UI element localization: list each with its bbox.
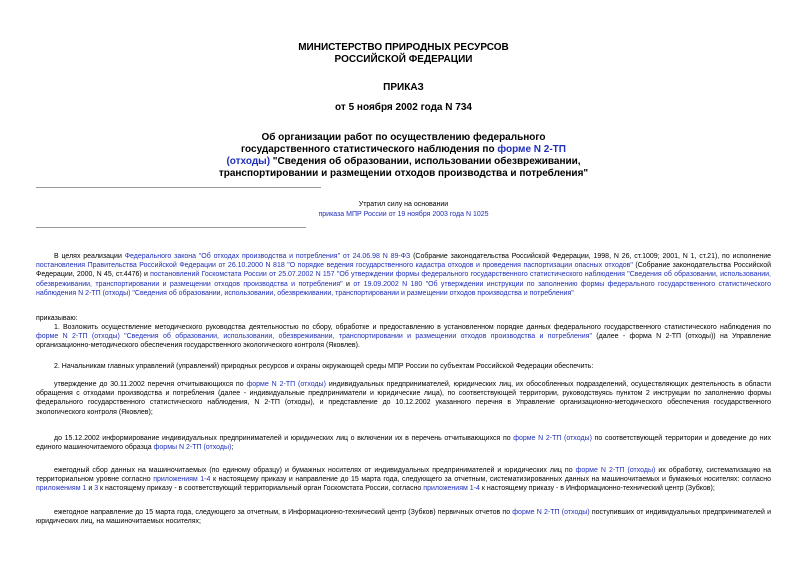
document-title: [0, 132, 807, 180]
order-word: приказываю:: [36, 315, 78, 322]
form-2tp-sample-link[interactable]: формы N 2-ТП (отходы): [153, 444, 232, 452]
lost-force-text: Утратил силу на основании: [358, 201, 449, 208]
divider-top: [36, 187, 321, 188]
form-2tp-link[interactable]: форме N 2-ТП (отходы): [246, 381, 326, 388]
item-2-approval-paragraph: [36, 380, 771, 417]
text: к настоящему приказу - в Информационно-технический центр (Зубков);: [479, 485, 715, 493]
divider-bottom: [36, 227, 306, 228]
text: утверждение до 30.11.2002 перечня отчитывающихся по: [54, 381, 247, 388]
title-line-3: [0, 156, 807, 168]
appendix-1-4-link[interactable]: приложениям 1-4: [423, 485, 480, 493]
title-line-3-text: "Сведения об образовании, использовании обезвреживании,: [270, 156, 581, 167]
text: (Собрание законодательства Российской Федерации, 2000, N 45, ст.4476) и: [36, 262, 772, 279]
text: по соответствующей территории и доведение до них единого машиночитаемого образца: [36, 435, 772, 452]
item-1-paragraph: [36, 323, 771, 351]
document-date: от 5 ноября 2002 года N 734: [335, 102, 472, 113]
item-2-paragraph: 2. Начальникам главных управлений (управлений) природных ресурсов и охраны окружающей среды МПР России по субъектам Российской Федерации обеспечить:: [54, 363, 594, 370]
appendix-3-link[interactable]: 3: [94, 485, 99, 493]
form-2tp-link-cont[interactable]: (отходы): [226, 156, 271, 167]
text: В целях реализации: [54, 253, 125, 260]
ministry-name: [0, 42, 807, 66]
title-line-1: Об организации работ по осуществлению федерального: [261, 132, 546, 143]
text: к настоящему приказу и направление до 15 марта года, следующего за отчетным, систематизированных данных на машиночитаемых и бумажных носителях: согласно: [210, 476, 771, 484]
item-2-inform-paragraph: [36, 434, 771, 452]
title-line-2: [0, 144, 807, 156]
government-decree-link[interactable]: постановления Правительства Российской Федерации от 26.10.2000 N 818 "О порядке ведения государственного кадастра отходов и проведения паспортизации опасных отходов": [36, 262, 633, 270]
form-2tp-link[interactable]: форме N 2-ТП (отходы): [575, 467, 656, 474]
document-type: ПРИКАЗ: [383, 82, 424, 93]
goskomstat-decree-157-link[interactable]: постановлений Госкомстата России от 25.07.2002 N 157 "Об утверждении формы федерального государственного статистического наблюдения "Сведения об образовании, использовании, обезвреживании, транспортировании и размещении отходов производства и потребления": [36, 271, 771, 288]
title-line-4: транспортировании и размещении отходов производства и потребления": [218, 168, 589, 179]
title-line-2-text: государственного статистического наблюдения по: [241, 144, 498, 155]
ministry-line-1: МИНИСТЕРСТВО ПРИРОДНЫХ РЕСУРСОВ: [298, 42, 509, 53]
ministry-line-2: РОССИЙСКОЙ ФЕДЕРАЦИИ: [334, 54, 473, 65]
form-2tp-link[interactable]: форме N 2-ТП: [497, 144, 566, 155]
text: и: [86, 485, 95, 493]
text: до 15.12.2002 информирование индивидуальных предпринимателей и юридических лиц о включении их в перечень отчитывающихся по: [54, 435, 514, 442]
text: индивидуальных предпринимателей, юридических лиц, их обособленных подразделений, осуществляющих деятельность в области обращения с отходами производства и потребления (далее - индивидуальные предприниматели и юридические лица), по соответствующей территории, руководствуясь пунктом 2 инструкции по заполнению формы федерального государственного статистического наблюдения, N 2-ТП (отходы), и представление до 10.12.2002 указанного перечня в Управление организационно-методического обеспечения государственного экологического контроля (Яковлев);: [36, 381, 772, 416]
text: ежегодное направление до 15 марта года, следующего за отчетным, в Информационно-технический центр (Зубков) первичных отчетов по: [54, 509, 513, 516]
form-2tp-link[interactable]: форме N 2-ТП (отходы): [513, 435, 592, 442]
item-2-collection-paragraph: [36, 466, 771, 494]
repeal-order-link[interactable]: приказа МПР России от 19 ноября 2003 года N 1025: [318, 211, 489, 218]
status-note: [0, 200, 807, 220]
text: 1. Возложить осуществление методического руководства деятельностью по сбору, обработке и предоставлению в установленном порядке данных федерального государственного статистического наблюдения по: [54, 324, 771, 331]
appendix-1-link[interactable]: приложениям 1: [36, 485, 87, 493]
text: (Собрание законодательства Российской Федерации, 1998, N 26, ст.1009; 2001, N 1, ст.21), по исполнение: [410, 253, 772, 260]
preamble-paragraph: [36, 252, 771, 298]
text: поступивших от индивидуальных предпринимателей и юридических лиц, на машиночитаемых носителях;: [36, 509, 771, 526]
text: их обработку, систематизацию на территориальном уровне согласно: [36, 467, 771, 484]
text: (далее - форма N 2-ТП (отходы)) на Управление организационно-методического обеспечения государственного экологического контроля (Яковлев).: [36, 333, 771, 350]
item-2-reports-paragraph: [36, 508, 771, 526]
form-2tp-link[interactable]: форме N 2-ТП (отходы) "Сведения об образовании, использовании, обезвреживании, транспортировании и размещении отходов производства и потребления": [36, 333, 592, 341]
form-2tp-link[interactable]: форме N 2-ТП (отходы): [512, 509, 590, 516]
federal-law-link[interactable]: Федерального закона "Об отходах производства и потребления" от 24.06.98 N 89-ФЗ: [124, 253, 411, 260]
text: и: [342, 280, 354, 288]
text: к настоящему приказу - в соответствующий территориальный орган Госкомстата России, согласно: [98, 485, 424, 493]
appendix-1-4-link[interactable]: приложениям 1-4: [153, 476, 211, 484]
text: ежегодный сбор данных на машиночитаемых (по единому образцу) и бумажных носителях от индивидуальных предпринимателей и юридических лиц по: [54, 467, 576, 474]
text: ;: [231, 444, 234, 452]
goskomstat-decree-180-link[interactable]: от 19.09.2002 N 180 "Об утверждении инструкции по заполнению формы федерального государственного статистического наблюдения N 2-ТП (отходы) "Сведения об образовании, использовании, обезвреживании, транспортировании и размещении отходов производства и потребления": [36, 280, 771, 297]
